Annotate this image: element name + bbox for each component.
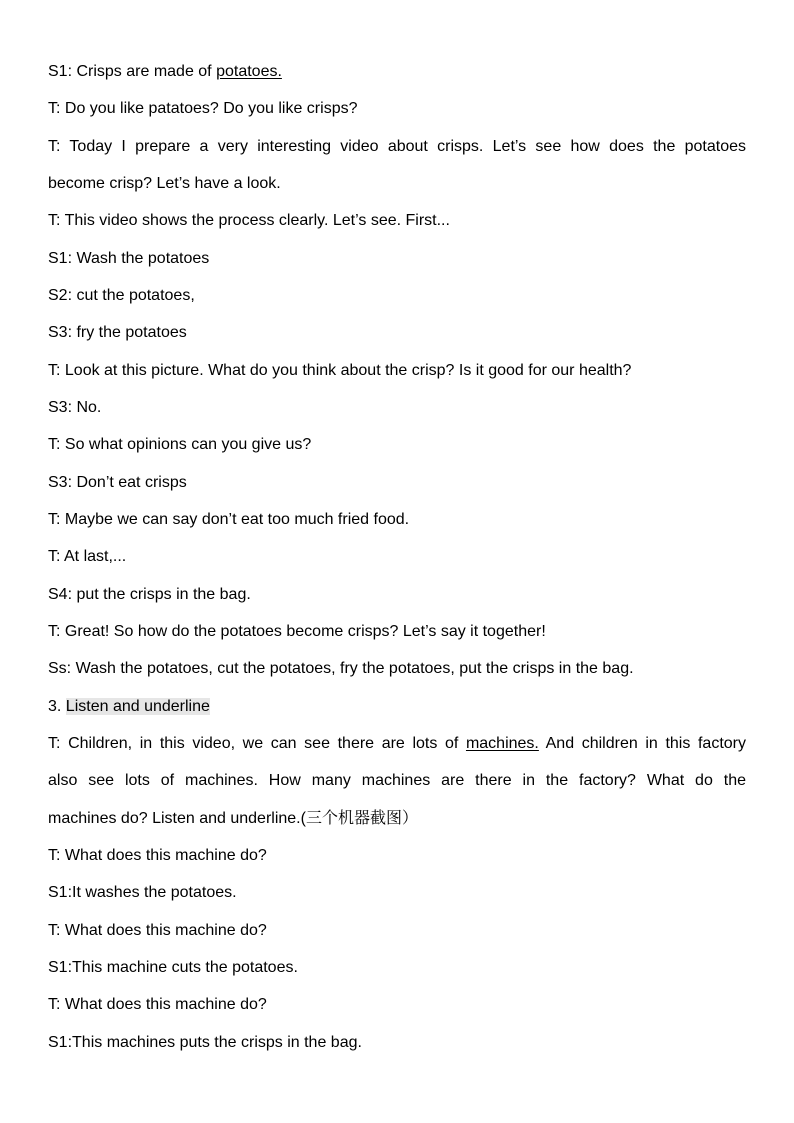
dialogue-line: become crisp? Let’s have a look. <box>48 175 281 192</box>
dialogue-line: T: Look at this picture. What do you think about the crisp? Is it good for our health? <box>48 362 632 379</box>
underlined-word: potatoes. <box>216 63 282 80</box>
dialogue-line: T: This video shows the process clearly. Let’s see. First... <box>48 212 450 229</box>
line-text: T: Children, in this video, we can see there are lots of <box>48 735 466 752</box>
line-text: S1: Crisps are made of <box>48 63 217 80</box>
dialogue-line: S1:This machine cuts the potatoes. <box>48 959 298 976</box>
dialogue-line: S3: No. <box>48 399 102 416</box>
line-text: And children in this factory <box>538 735 747 752</box>
highlighted-heading: Listen and underline <box>65 698 210 715</box>
dialogue-line: S4: put the crisps in the bag. <box>48 586 251 603</box>
dialogue-line: also see lots of machines. How many machines are there in the factory? What do the <box>48 772 746 789</box>
dialogue-line: T: Today I prepare a very interesting video about crisps. Let’s see how does the potatoes <box>48 138 746 155</box>
dialogue-line: T: So what opinions can you give us? <box>48 436 312 453</box>
dialogue-line: S1:It washes the potatoes. <box>48 884 237 901</box>
dialogue-line: Ss: Wash the potatoes, cut the potatoes, fry the potatoes, put the crisps in the bag. <box>48 660 634 677</box>
dialogue-line: T: Maybe we can say don’t eat too much fried food. <box>48 511 410 528</box>
section-heading <box>48 697 746 717</box>
section-number: 3. <box>48 698 66 715</box>
dialogue-line: T: Do you like patatoes? Do you like crisps? <box>48 100 358 117</box>
dialogue-line: S2: cut the potatoes, <box>48 287 195 304</box>
dialogue-line <box>48 62 746 82</box>
dialogue-line: S1: Wash the potatoes <box>48 250 210 267</box>
dialogue-line: machines do? Listen and underline.(三个机器截图） <box>48 810 418 827</box>
dialogue-line <box>48 734 746 754</box>
dialogue-line: T: What does this machine do? <box>48 847 267 864</box>
dialogue-line: S1:This machines puts the crisps in the bag. <box>48 1034 362 1051</box>
dialogue-line: T: At last,... <box>48 548 127 565</box>
dialogue-line: T: What does this machine do? <box>48 996 267 1013</box>
dialogue-line: S3: Don’t eat crisps <box>48 474 187 491</box>
dialogue-line: S3: fry the potatoes <box>48 324 187 341</box>
dialogue-line: T: What does this machine do? <box>48 922 267 939</box>
underlined-word: machines. <box>465 735 539 752</box>
dialogue-line: T: Great! So how do the potatoes become crisps? Let’s say it together! <box>48 623 546 640</box>
